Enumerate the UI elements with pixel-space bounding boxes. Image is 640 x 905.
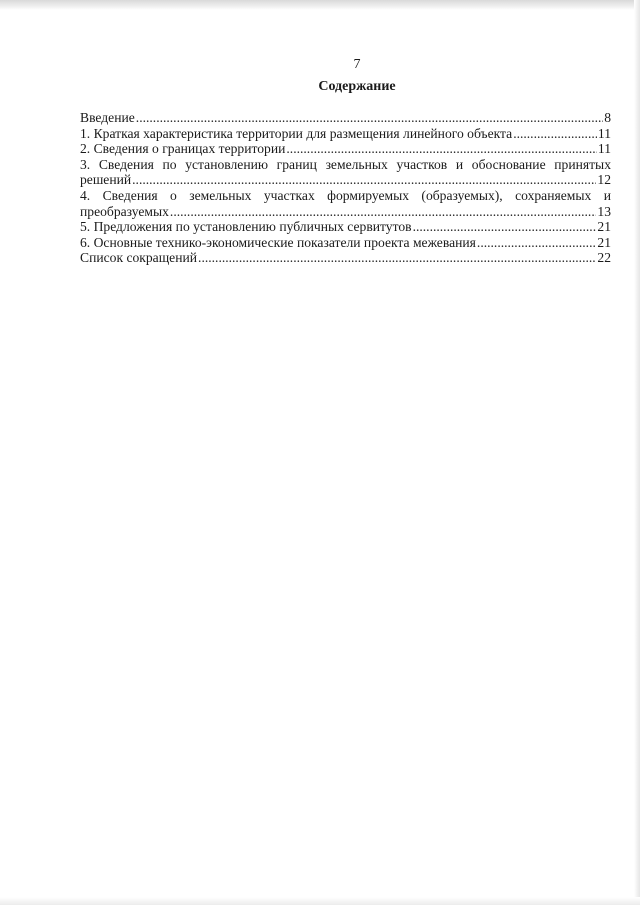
toc-entry-6[interactable] [80,235,611,251]
toc-entry-introduction[interactable] [80,110,611,126]
toc-entry-text: 2. Сведения о границах территории [80,141,286,157]
scan-edge-bottom [0,897,640,905]
toc-entry-text: решений [80,172,132,188]
toc-entry-page: 21 [597,219,611,235]
toc-leader-dots [286,141,597,157]
toc-entry-text: 1. Краткая характеристика территории для размещения линейного объекта [80,125,513,141]
toc-entry-text: Введение [80,110,135,125]
toc-leader-dots [477,235,596,251]
toc-entry-page: 13 [597,203,611,219]
toc-entry-text: 5. Предложения по установлению публичных сервитутов [80,219,412,235]
toc-entry-page: 11 [597,125,611,141]
toc-entry-page: 22 [597,250,611,266]
toc-leader-dots [513,126,597,142]
toc-entry-page: 12 [597,172,611,188]
toc-entry-4[interactable] [80,188,611,219]
toc-entry-text: 6. Основные технико-экономические показатели проекта межевания [80,234,476,250]
toc-entry-text-line1: 4. Сведения о земельных участках формируемых (образуемых), сохраняемых и [80,187,611,203]
toc-entry-1[interactable] [80,126,611,142]
toc-entry-page: 11 [597,141,611,157]
toc-entry-5[interactable] [80,219,611,235]
toc-entry-3[interactable] [80,157,611,188]
toc-leader-dots [136,110,603,126]
table-of-contents [80,110,611,266]
toc-leader-dots [198,250,596,266]
toc-entry-text: преобразуемых [80,203,169,219]
page-number: 7 [353,57,361,72]
toc-entry-page: 8 [604,110,611,125]
toc-title: Содержание [318,79,396,94]
toc-entry-2[interactable] [80,141,611,157]
toc-leader-dots [170,204,596,220]
toc-entry-text-line1: 3. Сведения по установлению границ земельных участков и обоснование принятых [80,156,611,172]
toc-entry-page: 21 [597,234,611,250]
toc-entry-text: Список сокращений [80,250,198,266]
scan-edge-right [634,0,640,905]
toc-leader-dots [132,172,596,188]
toc-leader-dots [413,219,597,235]
scan-edge-top [0,0,640,10]
toc-entry-abbreviations[interactable] [80,250,611,266]
